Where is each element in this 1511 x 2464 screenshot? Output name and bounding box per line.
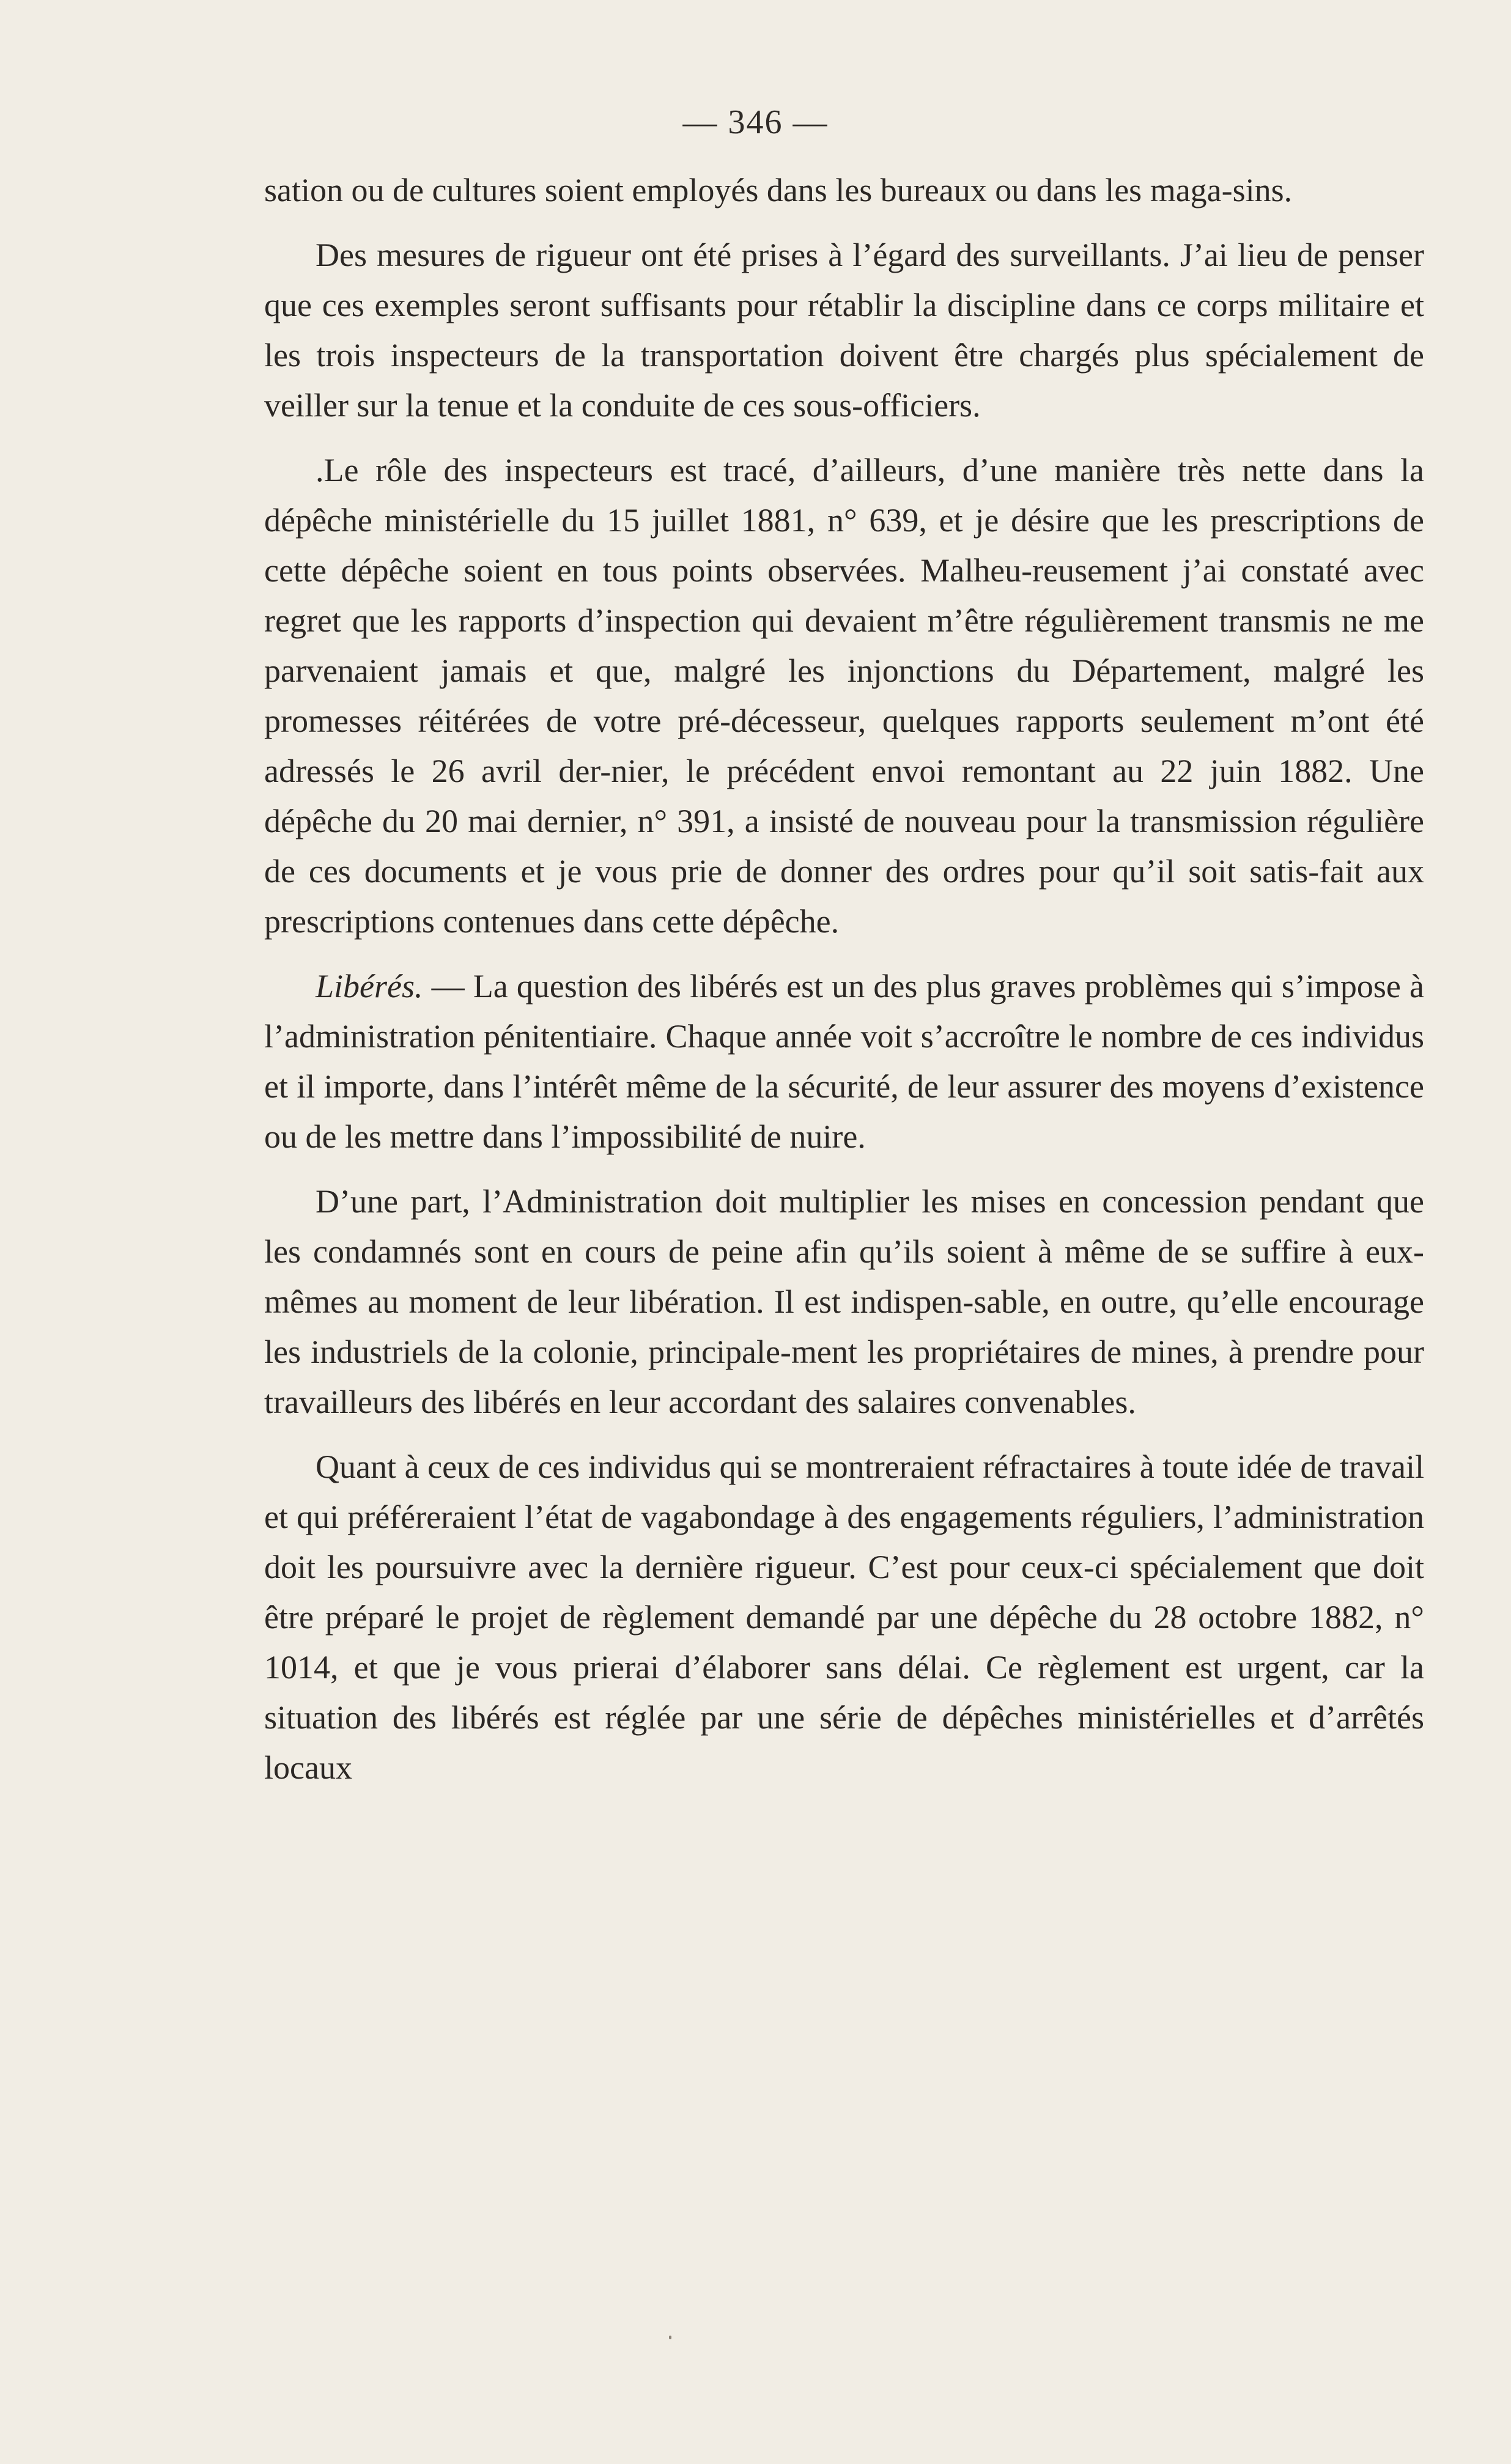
section-heading-liberes: Libérés. bbox=[316, 968, 423, 1005]
paragraph-inspecteurs: .Le rôle des inspecteurs est tracé, d’ailleurs, d’une manière très nette dans la dépêche ministérielle du 15 juillet 1881, n° 639, et je désire que les prescriptions de cette dépêche soient en tous points observées. Malheu-reusement j’ai constaté avec regret que les rapports d’inspection qui devaient m’être régulièrement transmis ne me parvenaient jamais et que, malgré les injonctions du Département, malgré les promesses réitérées de votre pré-décesseur, quelques rapports seulement m’ont été adressés le 26 avril der-nier, le précédent envoi remontant au 22 juin 1882. Une dépêche du 20 mai dernier, n° 391, a insisté de nouveau pour la transmission régulière de ces documents et je vous prie de donner des ordres pour qu’il soit satis-fait aux prescriptions contenues dans cette dépêche. bbox=[264, 452, 1424, 940]
page-number: — 346 — bbox=[682, 103, 829, 141]
paragraph-refractaires: Quant à ceux de ces individus qui se montreraient réfractaires à toute idée de travail et qui préféreraient l’état de vagabondage à des engagements réguliers, l’administration doit les poursuivre avec la dernière rigueur. C’est pour ceux-ci spécialement que doit être préparé le projet de règlement demandé par une dépêche du 28 octobre 1882, n° 1014, et que je vous prierai d’élaborer sans délai. Ce règlement est urgent, car la situation des libérés est réglée par une série de dépêches ministérielles et d’arrêtés locaux bbox=[264, 1448, 1424, 1786]
paragraph-surveillants: Des mesures de rigueur ont été prises à l’égard des surveillants. J’ai lieu de penser que ces exemples seront suffisants pour rétablir la discipline dans ce corps militaire et les trois inspecteurs de la transportation doivent être chargés plus spécialement de veiller sur la tenue et la conduite de ces sous-officiers. bbox=[264, 237, 1424, 424]
paragraph-liberes bbox=[264, 961, 1424, 1162]
paragraph-liberes-body: — La question des libérés est un des plus graves problèmes qui s’impose à l’administration pénitentiaire. Chaque année voit s’accroître le nombre de ces individus et il importe, dans l’intérêt même de la sécurité, de leur assurer des moyens d’existence ou de les mettre dans l’impossibilité de nuire. bbox=[264, 968, 1424, 1155]
paragraph-continuation: sation ou de cultures soient employés dans les bureaux ou dans les maga-sins. bbox=[264, 172, 1293, 208]
paragraph-administration: D’une part, l’Administration doit multiplier les mises en concession pendant que les condamnés sont en cours de peine afin qu’ils soient à même de se suffire à eux-mêmes au moment de leur libération. Il est indispen-sable, en outre, qu’elle encourage les industriels de la colonie, principale-ment les propriétaires de mines, à prendre pour travailleurs des libérés en leur accordant des salaires convenables. bbox=[264, 1183, 1424, 1420]
body-text bbox=[264, 165, 1424, 1807]
ink-speck bbox=[669, 2336, 671, 2339]
